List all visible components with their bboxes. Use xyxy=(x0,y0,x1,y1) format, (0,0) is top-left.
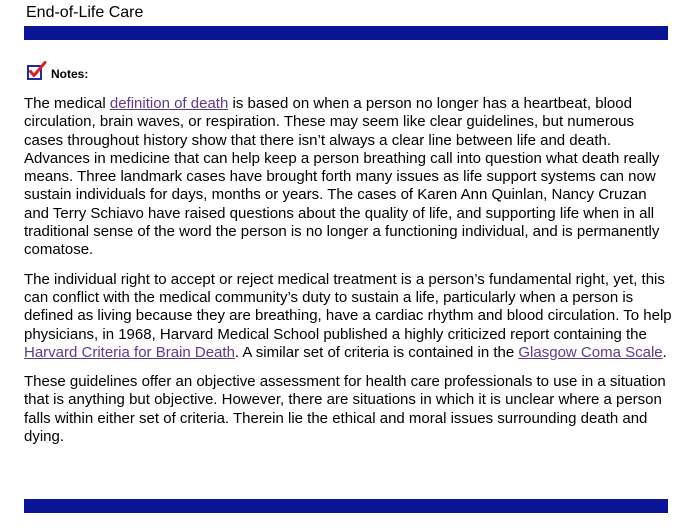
bottom-banner-bar xyxy=(24,499,668,513)
paragraph-text: . A similar set of criteria is contained in the xyxy=(234,343,519,361)
notes-label: Notes: xyxy=(51,67,89,81)
page-title: End-of-Life Care xyxy=(26,4,144,21)
paragraph-guidelines xyxy=(24,373,674,446)
notes-content xyxy=(24,95,674,457)
paragraph-text: These guidelines offer an objective assessment for health care professionals to use in a situation that is anything but objective. However, there are situations in which it is unclear where a person falls within either set of criteria. Therein lie the ethical and moral issues surrounding death and dying. xyxy=(24,373,666,446)
paragraph-text: The medical xyxy=(24,95,110,112)
harvard-criteria-link[interactable]: Harvard Criteria for Brain Death xyxy=(24,343,235,361)
paragraph-text: The individual right to accept or reject medical treatment is a person’s fundamental right, yet, this can conflict with the medical community’s duty to sustain a life, particularly when a person is defined as living because they are breathing, have a cardiac rhythm and blood circulation. To help physicians, in 1968, Harvard Medical School published a highly criticized report containing the xyxy=(24,270,672,343)
paragraph-definition xyxy=(24,95,674,260)
notes-header xyxy=(26,60,88,82)
definition-of-death-link[interactable]: definition of death xyxy=(109,95,229,112)
paragraph-text: . xyxy=(662,343,667,361)
paragraph-text: is based on when a person no longer has a heartbeat, blood circulation, brain waves, or respiration. These may seem like clear guidelines, but numerous cases throughout history show that there isn’t always a clear line between life and death. Advances in medicine that can help keep a person breathing call into question what death really means. Three landmark cases have brought forth many issues as life support systems can now sustain individuals for days, months or years. The cases of Karen Ann Quinlan, Nancy Cruzan and Terry Schiavo have raised questions about the quality of life, and supporting life when in all traditional sense of the word the person is no longer a functioning individual, and is permanently comatose. xyxy=(24,95,660,259)
top-banner-bar xyxy=(24,26,668,40)
paragraph-rights xyxy=(24,271,674,362)
glasgow-coma-scale-link[interactable]: Glasgow Coma Scale xyxy=(518,343,663,361)
checkbox-checked-icon xyxy=(26,60,48,82)
